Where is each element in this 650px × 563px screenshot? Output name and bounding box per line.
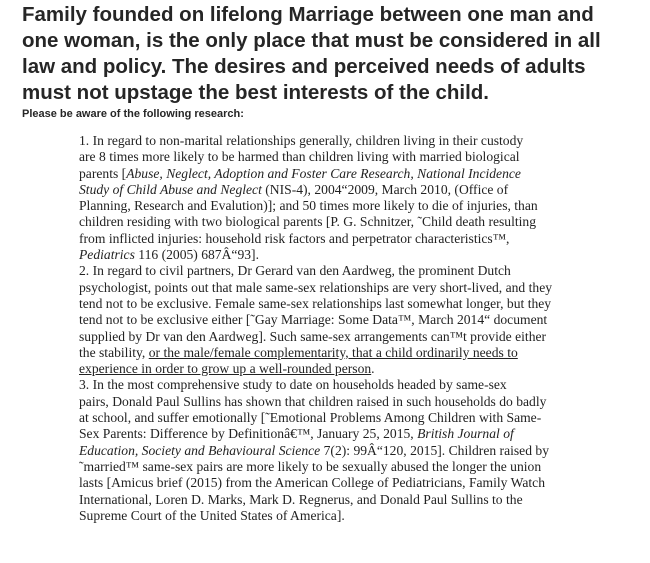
research-line bbox=[79, 263, 619, 279]
research-line bbox=[79, 280, 619, 296]
italic-text: Pediatrics bbox=[79, 247, 135, 263]
research-line bbox=[79, 182, 619, 198]
text-segment: 7(2): 99Â“120, 2015]. Children raised by bbox=[320, 442, 550, 458]
heading-line: must not upstage the best interests of the child. bbox=[22, 81, 489, 104]
research-line bbox=[79, 247, 619, 263]
text-segment: parents [ bbox=[79, 165, 127, 181]
research-line bbox=[79, 312, 619, 328]
research-line bbox=[79, 231, 619, 247]
text-segment: psychologist, points out that male same-sex relationships are very short-lived, and they bbox=[79, 279, 553, 295]
research-line bbox=[79, 459, 619, 475]
text-segment: tend not to be exclusive either [˜Gay Marriage: Some Data™, March 2014“ document bbox=[79, 312, 548, 328]
text-segment: pairs, Donald Paul Sullins has shown that children raised in such households do badly bbox=[79, 393, 547, 409]
research-line bbox=[79, 214, 619, 230]
research-line bbox=[79, 198, 619, 214]
research-item-3 bbox=[79, 377, 619, 524]
italic-text: Education, Society and Behavioural Science bbox=[79, 442, 321, 458]
text-segment: (NIS-4), 2004“2009, March 2010, (Office of bbox=[261, 181, 509, 197]
heading-line: Family founded on lifelong Marriage between one man and bbox=[22, 3, 594, 26]
research-line bbox=[79, 508, 619, 524]
research-line bbox=[79, 133, 619, 149]
text-segment: at school, and suffer emotionally [˜Emotional Problems Among Children with Same- bbox=[79, 410, 542, 426]
text-segment: 1. In regard to non-marital relationships generally, children living in their custody bbox=[79, 133, 524, 148]
research-line bbox=[79, 426, 619, 442]
research-line bbox=[79, 329, 619, 345]
text-segment: the stability, bbox=[79, 344, 149, 360]
heading bbox=[22, 2, 642, 106]
research-line bbox=[79, 149, 619, 165]
text-segment: are 8 times more likely to be harmed than children living with married biological bbox=[79, 149, 520, 165]
text-segment: 116 (2005) 687Â“93]. bbox=[134, 247, 259, 263]
italic-text: Abuse, Neglect, Adoption and Foster Care Research, National Incidence bbox=[126, 165, 521, 181]
research-item-2 bbox=[79, 263, 619, 377]
research-line bbox=[79, 345, 619, 361]
underlined-text: experience in order to grow up a well-rounded person bbox=[79, 361, 372, 377]
text-segment: 2. In regard to civil partners, Dr Gerard van den Aardweg, the prominent Dutch bbox=[79, 263, 511, 279]
heading-line: law and policy. The desires and perceived needs of adults bbox=[22, 55, 586, 78]
text-segment: tend not to be exclusive. Female same-sex relationships last somewhat longer, but they bbox=[79, 295, 552, 311]
research-item-1 bbox=[79, 133, 619, 263]
research-list bbox=[79, 133, 619, 524]
research-line bbox=[79, 410, 619, 426]
text-segment: Planning, Research and Evalution)]; and 50 times more likely to die of injuries, than bbox=[79, 198, 538, 214]
research-line bbox=[79, 377, 619, 393]
research-line bbox=[79, 475, 619, 491]
text-segment: Supreme Court of the United States of America]. bbox=[79, 507, 345, 523]
italic-text: Study of Child Abuse and Neglect bbox=[79, 181, 262, 197]
research-line bbox=[79, 361, 619, 377]
text-segment: supplied by Dr van den Aardweg]. Such same-sex arrangements can™t provide either bbox=[79, 328, 547, 344]
text-segment: lasts [Amicus brief (2015) from the American College of Pediatricians, Family Watch bbox=[79, 475, 546, 491]
text-segment: from inflicted injuries: household risk factors and perpetrator characteristics™, bbox=[79, 230, 510, 246]
text-segment: International, Loren D. Marks, Mark D. Regnerus, and Donald Paul Sullins to the bbox=[79, 491, 523, 507]
research-line bbox=[79, 296, 619, 312]
research-line bbox=[79, 492, 619, 508]
text-segment: ˜married™ same-sex pairs are more likely to be sexually abused the longer the union bbox=[79, 458, 542, 474]
text-segment: children residing with two biological parents [P. G. Schnitzer, ˜Child death resulting bbox=[79, 214, 537, 230]
heading-line: one woman, is the only place that must be considered in all bbox=[22, 29, 601, 52]
text-segment: 3. In the most comprehensive study to date on households headed by same-sex bbox=[79, 377, 507, 393]
subheading: Please be aware of the following research: bbox=[22, 108, 244, 120]
italic-text: British Journal of bbox=[417, 426, 514, 442]
underlined-text: or the male/female complementarity, that a child ordinarily needs to bbox=[148, 344, 518, 360]
text-segment: Sex Parents: Difference by Definitionâ€™, January 25, 2015, bbox=[79, 426, 418, 442]
research-line bbox=[79, 443, 619, 459]
text-segment: . bbox=[371, 361, 375, 377]
research-line bbox=[79, 166, 619, 182]
research-line bbox=[79, 394, 619, 410]
